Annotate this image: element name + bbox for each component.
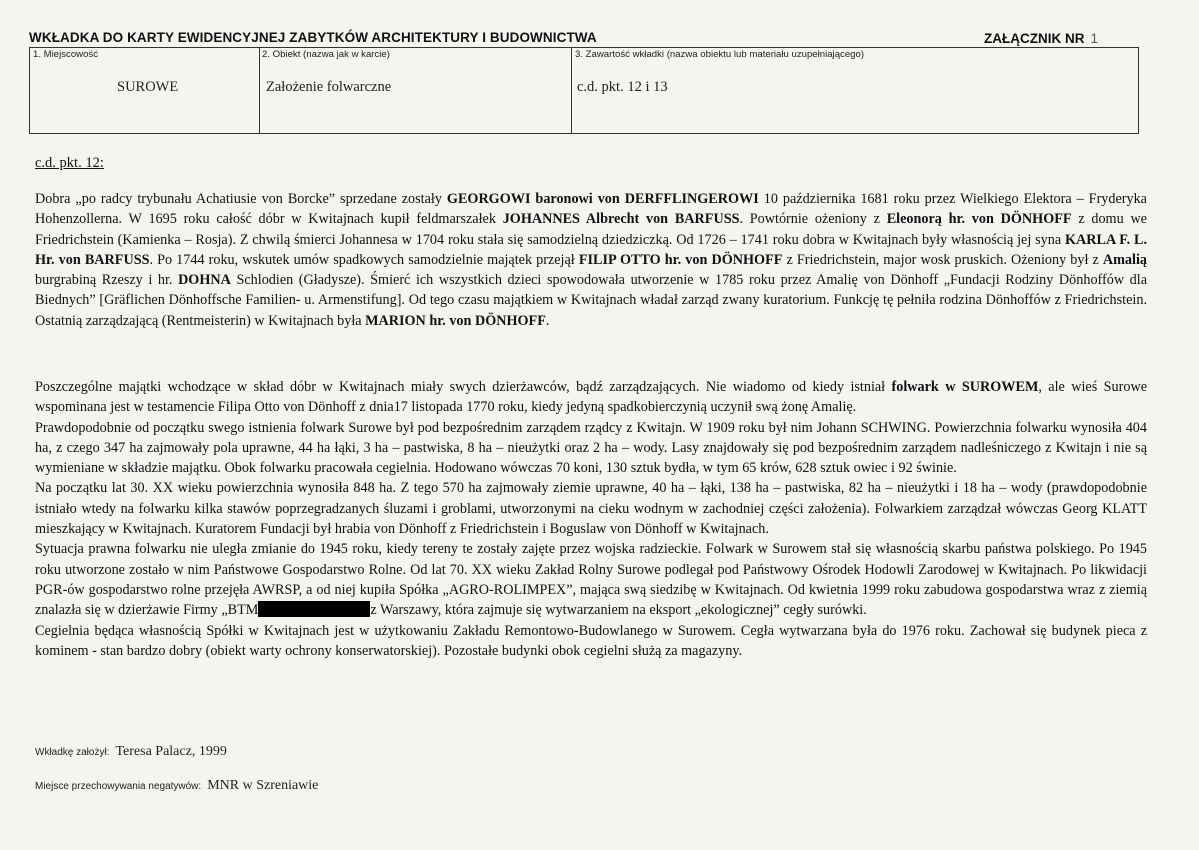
paragraph-post-1945 (35, 539, 1147, 620)
section-heading: c.d. pkt. 12: (35, 155, 104, 171)
field-object (259, 47, 572, 133)
field-locality-value: SUROWE (117, 79, 179, 95)
field-contents-value: c.d. pkt. 12 i 13 (577, 79, 668, 95)
founder-row (35, 744, 227, 760)
text-span: 10 października 1681 roku przez Wielkiego Elektora – Fryderyka Hohenzollerna. W 1695 roku całość dóbr w Kwitajnach kupił feldmarszałek (35, 191, 1147, 228)
text-span: . (545, 312, 550, 329)
paragraph-estates (35, 377, 1147, 418)
text-span: . Po 1744 roku, wskutek umów spadkowych samodzielnie majątek przejął (149, 251, 579, 268)
annex-number: 1 (1090, 31, 1099, 46)
document-title: WKŁADKA DO KARTY EWIDENCYJNEJ ZABYTKÓW ARCHITEKTURY I BUDOWNICTWA (29, 30, 597, 45)
redaction-bar (258, 601, 370, 617)
text-span: Sytuacja prawna folwarku nie uległa zmianie do 1945 roku, kiedy tereny te zostały zajęte przez wojska radzieckie. Folwark w Surowem stał się własnością skarbu państwa polskiego. Po 1945 roku utworzone zostało w nim Państwowe Gospodarstwo Rolne. Od lat 70. XX wieku Zakład Rolny Surowe podlegał pod Państwowy Ośrodek Hodowli Zarodowej w Kwitajnach. Po likwidacji PGR-ów gospodarstwo rolne przejęła AWRSP, a od niej kupiła Spółka „AGRO-ROLIMPEX”, mająca swą siedzibę w Kwitajnach. Od kwietnia 1999 roku zabudowa gospodarstwa wraz z ziemią znalazła się w dzierżawie Firmy „BTM (35, 541, 1147, 619)
founder-value: Teresa Palacz, 1999 (115, 744, 227, 759)
text-span: Schlodien (Gładysze). Śmierć ich wszystkich dzieci spowodowała utworzenie w 1785 roku przez Amalię von Dönhoff „Fundacji Rodziny Dönhoffów dla Biednych” [Gräflichen Dönhoffsche Familien- u. Armenstifung]. Od tego czasu majątkiem w Kwitajnach władał zarząd zwany kuratorium. Funkcję tę pełniła rodzina Dönhoffów z Friedrichstein. Ostatnią zarządzającą (Rentmeisterin) w Kwitajnach była (35, 272, 1147, 329)
text-span: z Friedrichstein, major wosk pruskich. Ożeniony był z (782, 251, 1103, 268)
storage-label: Miejsce przechowywania negatywów: (35, 781, 202, 792)
field-locality (29, 47, 260, 133)
annex-label-text: ZAŁĄCZNIK NR (984, 31, 1085, 46)
founder-label: Wkładkę założył: (35, 747, 110, 758)
field-object-label: 2. Obiekt (nazwa jak w karcie) (262, 49, 390, 60)
field-contents (572, 47, 1139, 133)
text-span: Poszczególne majątki wchodzące w skład dóbr w Kwitajnach miały swych dzierżawców, bądź zarządzających. Nie wiadomo od kiedy istniał (35, 379, 892, 395)
annex-label (984, 31, 1098, 46)
name-emphasis: Amalią (1102, 251, 1147, 268)
name-emphasis: FILIP OTTO hr. von DÖNHOFF (578, 251, 783, 268)
text-span: , ale wieś Surowe wspominana jest w testamencie Filipa Otto von Dönhoff z dnia17 listopada 1770 roku, kiedy jedyną spadkobierczynią uczynił swą żonę Amalię. (35, 379, 1147, 416)
name-emphasis: GEORGOWI baronowi von DERFFLINGEROWI (446, 191, 759, 207)
paragraph-brickworks: Cegielnia będąca własnością Spółki w Kwitajnach jest w użytkowaniu Zakładu Remontowo-Budowlanego w Surowem. Cegła wytwarzana była do 1976 roku. Zachował się budynek pieca z kominem - stan bardzo dobry (obiekt warty ochrony konserwatorskiej). Pozostałe budynki obok cegielni służą za magazyny. (35, 622, 1147, 659)
text-span: z domu we Friedrichstein (Kamienka – Rosja). Z chwilą śmierci Johannesa w 1704 roku stała się samodzielną dziedziczką. Od 1726 – 1741 roku dobra w Kwitajnach były własnością jej syna (35, 211, 1147, 248)
name-emphasis: folwark w SUROWEM (891, 379, 1039, 395)
name-emphasis: MARION hr. von DÖNHOFF (365, 312, 546, 329)
paragraph-1930s: Na początku lat 30. XX wieku powierzchnia wynosiła 848 ha. Z tego 570 ha zajmowały ziemie uprawne, 40 ha – łąki, 138 ha – pastwiska, 82 ha – nieużytki i 18 ha – wody (prawdopodobnie istniało wtedy na folwarku kilka stawów poprzegradzanych śluzami i groblami, utworzonymi na cieku wodnym w zachodniej części założenia). Folwarkiem zarządzał wówczas Georg KLATT mieszkający w Kwitajnach. Kuratorem Fundacji był hrabia von Dönhoff z Friedrichstein i Boguslaw von Dönhoff w Kwitajnach. (35, 480, 1147, 538)
paragraph-ownership (35, 189, 1147, 331)
field-locality-label: 1. Miejscowość (33, 49, 99, 60)
name-emphasis: KARLA F. L. Hr. von BARFUSS (35, 231, 1147, 268)
form-fields-table (29, 47, 1139, 134)
estate-block (35, 377, 1147, 661)
name-emphasis: JOHANNES Albrecht von BARFUSS (502, 211, 740, 228)
storage-value: MNR w Szreniawie (207, 778, 319, 793)
text-span: z Warszawy, która zajmuje się wytwarzaniem na eksport „ekologicznej” cegły surówki. (370, 602, 867, 619)
text-span: burgrabiną Rzeszy i hr. (35, 272, 179, 289)
name-emphasis: Eleonorą hr. von DÖNHOFF (886, 211, 1072, 228)
field-object-value: Założenie folwarczne (266, 79, 392, 95)
text-span: . Powtórnie ożeniony z (739, 211, 887, 228)
text-span: Dobra „po radcy trybunału Achatiusie von Borcke” sprzedane zostały (35, 191, 447, 207)
storage-row (35, 778, 318, 794)
name-emphasis: DOHNA (178, 272, 231, 289)
history-block (35, 189, 1147, 331)
paragraph-1909: Prawdopodobnie od początku swego istnienia folwark Surowe był pod bezpośrednim zarządem rządcy z Kwitajn. W 1909 roku był nim Johann SCHWING. Powierzchnia folwarku wynosiła 404 ha, z czego 347 ha zajmowały pola uprawne, 44 ha łąki, 3 ha – pastwiska, 8 ha – nieużytki oraz 2 ha – wody. Lasy znajdowały się pod bezpośrednim zarządem nadleśniczego z Kwitajn i nie są wymieniane w składzie majątku. Obok folwarku pracowała cegielnia. Hodowano wówczas 70 koni, 130 sztuk bydła, w tym 65 krów, 628 sztuk owiec i 92 świnie. (35, 419, 1147, 477)
field-contents-label: 3. Zawartość wkładki (nazwa obiektu lub materiału uzupełniającego) (575, 49, 865, 60)
